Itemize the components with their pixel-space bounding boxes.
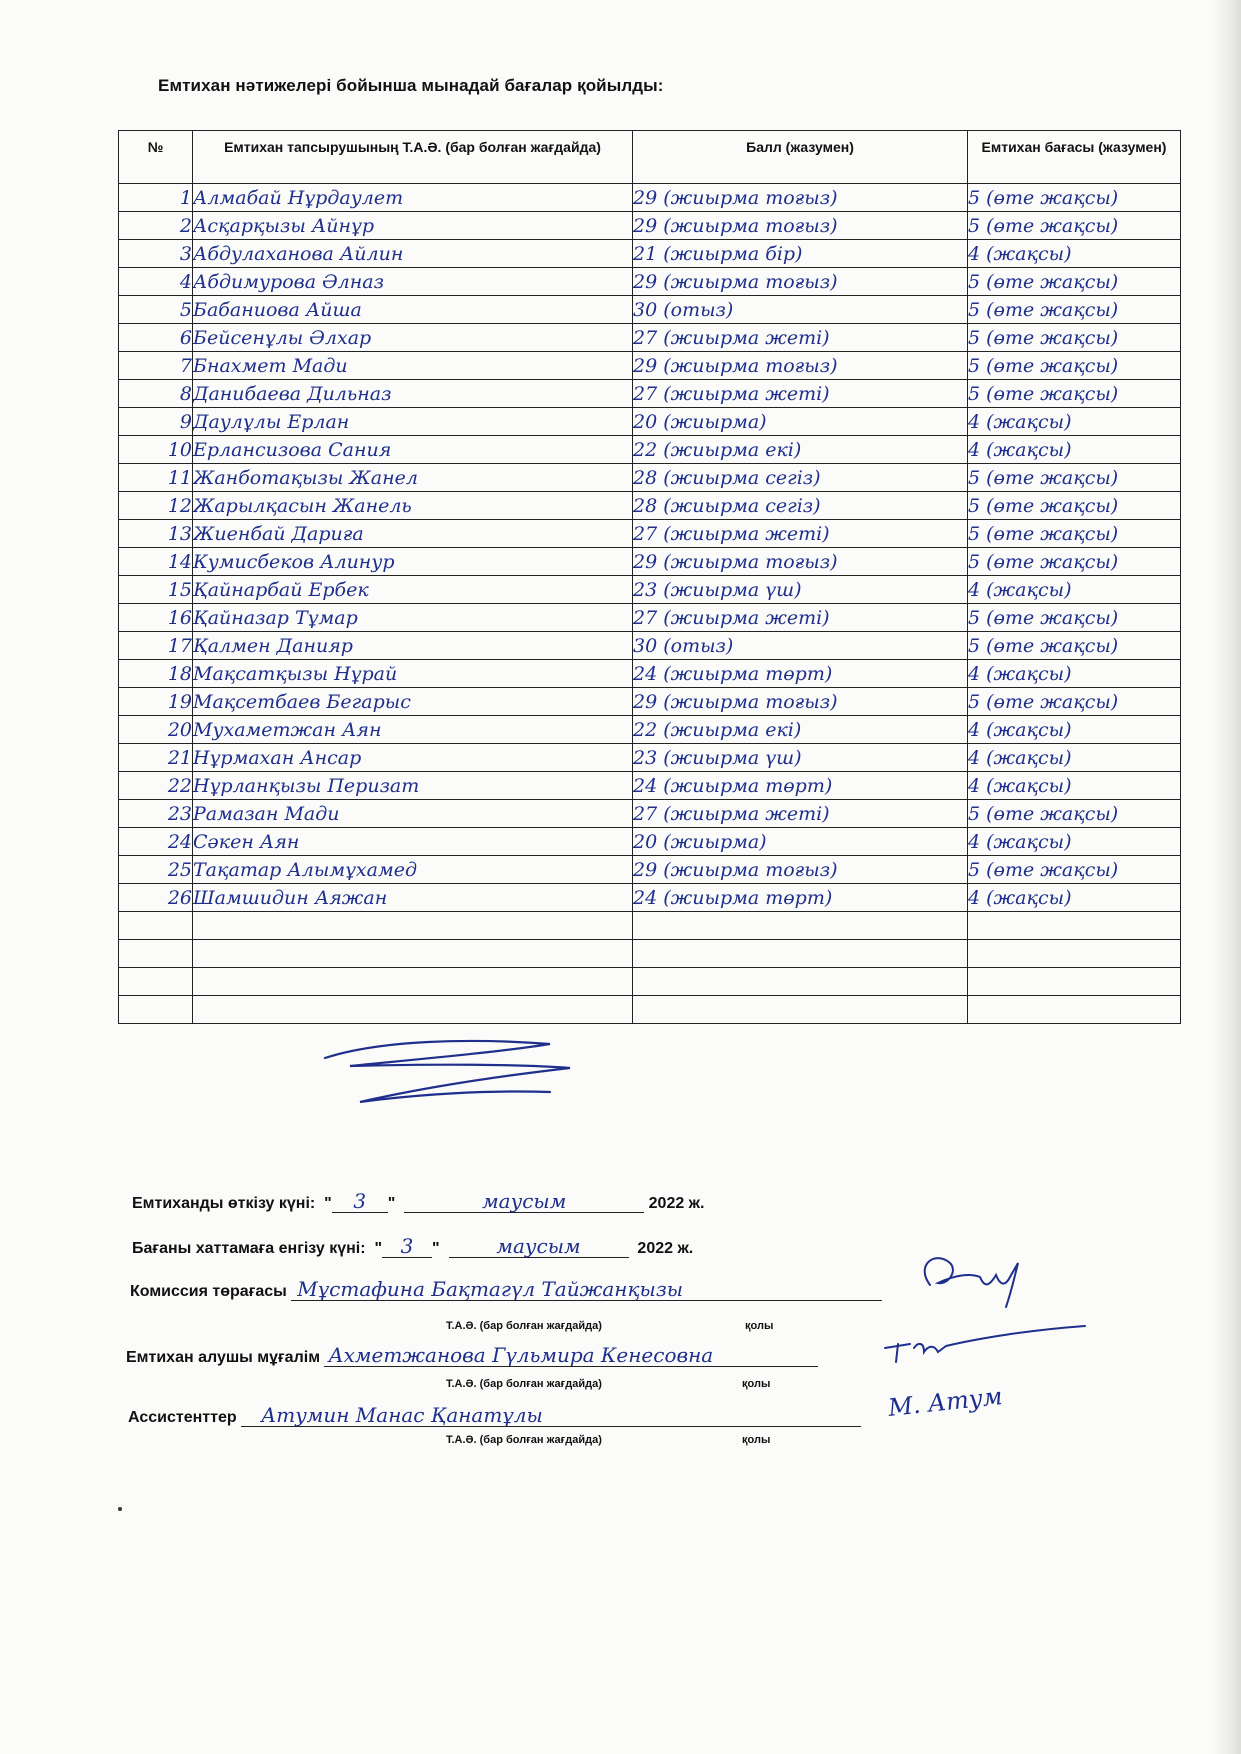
cell-grade: 4 (жақсы) (968, 436, 1181, 464)
cell-name: Мақсатқызы Нұрай (193, 660, 633, 688)
empty-cell (119, 912, 193, 940)
table-row (119, 380, 1181, 408)
record-day: 3 (382, 1235, 432, 1258)
cell-no: 25 (119, 856, 193, 884)
chair-fio-caption: Т.А.Ә. (бар болған жағдайда) (446, 1320, 602, 1332)
cell-score: 21 (жиырма бір) (633, 240, 968, 268)
cell-score: 29 (жиырма тоғыз) (633, 548, 968, 576)
empty-cell (968, 996, 1181, 1024)
teacher-label: Емтихан алушы мұғалім (126, 1349, 321, 1366)
teacher-fio-caption: Т.А.Ә. (бар болған жағдайда) (446, 1378, 602, 1390)
empty-cell (193, 912, 633, 940)
cell-score: 28 (жиырма сегіз) (633, 464, 968, 492)
table-row (119, 604, 1181, 632)
empty-cell (193, 968, 633, 996)
cell-grade: 5 (өте жақсы) (968, 324, 1181, 352)
header-grade: Емтихан бағасы (жазумен) (968, 131, 1181, 184)
cell-grade: 5 (өте жақсы) (968, 184, 1181, 212)
empty-cell (193, 996, 633, 1024)
cell-grade: 4 (жақсы) (968, 660, 1181, 688)
cell-grade: 5 (өте жақсы) (968, 548, 1181, 576)
empty-cell (633, 968, 968, 996)
header-score: Балл (жазумен) (633, 131, 968, 184)
empty-cell (633, 912, 968, 940)
table-row (119, 548, 1181, 576)
empty-cell (633, 996, 968, 1024)
cell-grade: 5 (өте жақсы) (968, 352, 1181, 380)
table-row (119, 296, 1181, 324)
cell-grade: 5 (өте жақсы) (968, 604, 1181, 632)
cell-grade: 4 (жақсы) (968, 408, 1181, 436)
cell-grade: 5 (өте жақсы) (968, 212, 1181, 240)
cell-name: Данибаева Дильназ (193, 380, 633, 408)
empty-table-row (119, 996, 1181, 1024)
cell-name: Бнахмет Мади (193, 352, 633, 380)
empty-cell (119, 940, 193, 968)
cell-name: Кумисбеков Алинур (193, 548, 633, 576)
cell-no: 18 (119, 660, 193, 688)
empty-table-row (119, 968, 1181, 996)
cell-no: 26 (119, 884, 193, 912)
cell-name: Шамшидин Аяжан (193, 884, 633, 912)
table-row (119, 856, 1181, 884)
cell-no: 4 (119, 268, 193, 296)
cell-name: Даулұлы Ерлан (193, 408, 633, 436)
empty-cell (193, 940, 633, 968)
cell-name: Жарылқасын Жанель (193, 492, 633, 520)
assistant-fio-caption: Т.А.Ә. (бар болған жағдайда) (446, 1434, 602, 1446)
header-number: № (119, 131, 193, 184)
cell-score: 27 (жиырма жеті) (633, 604, 968, 632)
chair-name: Мұстафина Бақтагүл Тайжанқызы (291, 1278, 882, 1301)
cell-name: Асқарқызы Айнұр (193, 212, 633, 240)
cell-no: 10 (119, 436, 193, 464)
assistants-label: Ассистенттер (128, 1409, 237, 1426)
teacher-line (126, 1344, 818, 1367)
assistant-signature-caption: қолы (742, 1434, 771, 1446)
table-row (119, 660, 1181, 688)
cell-no: 24 (119, 828, 193, 856)
table-row (119, 828, 1181, 856)
table-row (119, 352, 1181, 380)
cell-name: Жиенбай Дариға (193, 520, 633, 548)
cell-score: 27 (жиырма жеті) (633, 380, 968, 408)
cell-grade: 5 (өте жақсы) (968, 296, 1181, 324)
cell-name: Абдулаханова Айлин (193, 240, 633, 268)
cell-name: Алмабай Нұрдаулет (193, 184, 633, 212)
cell-grade: 5 (өте жақсы) (968, 520, 1181, 548)
page-heading: Емтихан нәтижелері бойынша мынадай бағалар қойылды: (158, 76, 664, 95)
exam-date-line: Емтиханды өткізу күні: " 3 " маусым 2022 ж. (132, 1189, 705, 1213)
cell-no: 17 (119, 632, 193, 660)
cell-no: 3 (119, 240, 193, 268)
cross-out-scribble (320, 1030, 580, 1110)
table-row (119, 576, 1181, 604)
record-date-label: Бағаны хаттамаға енгізу күні: (132, 1240, 366, 1257)
table-row (119, 632, 1181, 660)
cell-no: 11 (119, 464, 193, 492)
assistant-name: Атумин Манас Қанатұлы (241, 1404, 861, 1427)
cell-no: 14 (119, 548, 193, 576)
chair-signature-caption: қолы (745, 1320, 774, 1332)
table-row (119, 800, 1181, 828)
cell-name: Нұрланқызы Перизат (193, 772, 633, 800)
cell-score: 30 (отыз) (633, 632, 968, 660)
cell-grade: 4 (жақсы) (968, 772, 1181, 800)
table-header-row (119, 131, 1181, 184)
cell-name: Қайназар Тұмар (193, 604, 633, 632)
cell-score: 29 (жиырма тоғыз) (633, 268, 968, 296)
table-body (119, 184, 1181, 1024)
cell-grade: 5 (өте жақсы) (968, 492, 1181, 520)
cell-score: 23 (жиырма үш) (633, 744, 968, 772)
cell-name: Сәкен Аян (193, 828, 633, 856)
cell-name: Тақатар Алымұхамед (193, 856, 633, 884)
cell-name: Мухаметжан Аян (193, 716, 633, 744)
table-row (119, 436, 1181, 464)
cell-grade: 5 (өте жақсы) (968, 464, 1181, 492)
cell-grade: 4 (жақсы) (968, 744, 1181, 772)
cell-score: 30 (отыз) (633, 296, 968, 324)
table-row (119, 688, 1181, 716)
cell-name: Бабаниова Айша (193, 296, 633, 324)
table-row (119, 492, 1181, 520)
empty-cell (119, 996, 193, 1024)
cell-no: 1 (119, 184, 193, 212)
cell-score: 29 (жиырма тоғыз) (633, 184, 968, 212)
cell-score: 29 (жиырма тоғыз) (633, 856, 968, 884)
cell-score: 24 (жиырма төрт) (633, 660, 968, 688)
empty-cell (633, 940, 968, 968)
cell-no: 13 (119, 520, 193, 548)
chair-label: Комиссия төрағасы (130, 1283, 287, 1300)
table-row (119, 744, 1181, 772)
cell-score: 22 (жиырма екі) (633, 436, 968, 464)
cell-name: Ерлансизова Сания (193, 436, 633, 464)
cell-name: Бейсенұлы Әлхар (193, 324, 633, 352)
chair-signature (910, 1245, 1040, 1315)
empty-cell (119, 968, 193, 996)
table-row (119, 520, 1181, 548)
exam-day: 3 (332, 1190, 388, 1213)
cell-grade: 4 (жақсы) (968, 828, 1181, 856)
exam-year: 2022 ж. (648, 1195, 705, 1212)
cell-grade: 5 (өте жақсы) (968, 380, 1181, 408)
record-month: маусым (449, 1235, 629, 1258)
cell-name: Рамазан Мади (193, 800, 633, 828)
cell-grade: 5 (өте жақсы) (968, 688, 1181, 716)
cell-name: Нұрмахан Ансар (193, 744, 633, 772)
cell-name: Жанботақызы Жанел (193, 464, 633, 492)
cell-score: 29 (жиырма тоғыз) (633, 688, 968, 716)
exam-month: маусым (404, 1190, 644, 1213)
cell-name: Абдимурова Әлназ (193, 268, 633, 296)
table-row (119, 240, 1181, 268)
cell-score: 22 (жиырма екі) (633, 716, 968, 744)
cell-grade: 5 (өте жақсы) (968, 856, 1181, 884)
cell-score: 20 (жиырма) (633, 828, 968, 856)
cell-score: 20 (жиырма) (633, 408, 968, 436)
cell-no: 7 (119, 352, 193, 380)
table-row (119, 884, 1181, 912)
cell-score: 27 (жиырма жеті) (633, 520, 968, 548)
empty-cell (968, 912, 1181, 940)
cell-no: 21 (119, 744, 193, 772)
cell-no: 16 (119, 604, 193, 632)
cell-grade: 4 (жақсы) (968, 884, 1181, 912)
table-row (119, 324, 1181, 352)
cell-no: 2 (119, 212, 193, 240)
cell-score: 29 (жиырма тоғыз) (633, 352, 968, 380)
cell-grade: 4 (жақсы) (968, 716, 1181, 744)
cell-name: Мақсетбаев Бегарыс (193, 688, 633, 716)
assistants-line (128, 1404, 861, 1427)
teacher-name: Ахметжанова Гүльмира Кенесовна (324, 1344, 818, 1367)
teacher-signature (880, 1318, 1090, 1378)
cell-no: 12 (119, 492, 193, 520)
cell-no: 20 (119, 716, 193, 744)
cell-grade: 5 (өте жақсы) (968, 632, 1181, 660)
cell-no: 8 (119, 380, 193, 408)
chair-line (130, 1278, 882, 1301)
cell-no: 6 (119, 324, 193, 352)
table-row (119, 268, 1181, 296)
empty-table-row (119, 912, 1181, 940)
table-row (119, 212, 1181, 240)
cell-no: 23 (119, 800, 193, 828)
cell-score: 23 (жиырма үш) (633, 576, 968, 604)
record-date-line: Бағаны хаттамаға енгізу күні: " 3 " маусым 2022 ж. (132, 1234, 694, 1258)
table-row (119, 408, 1181, 436)
cell-grade: 4 (жақсы) (968, 240, 1181, 268)
cell-no: 5 (119, 296, 193, 324)
cell-name: Қайнарбай Ербек (193, 576, 633, 604)
empty-cell (968, 940, 1181, 968)
cell-grade: 5 (өте жақсы) (968, 268, 1181, 296)
cell-score: 28 (жиырма сегіз) (633, 492, 968, 520)
table-row (119, 184, 1181, 212)
table-row (119, 464, 1181, 492)
empty-cell (968, 968, 1181, 996)
cell-no: 15 (119, 576, 193, 604)
ink-dot (118, 1507, 122, 1511)
cell-score: 24 (жиырма төрт) (633, 884, 968, 912)
cell-name: Қалмен Данияр (193, 632, 633, 660)
record-year: 2022 ж. (637, 1240, 694, 1257)
table-row (119, 716, 1181, 744)
empty-table-row (119, 940, 1181, 968)
cell-score: 27 (жиырма жеті) (633, 324, 968, 352)
exam-date-label: Емтиханды өткізу күні: (132, 1195, 316, 1212)
cell-no: 19 (119, 688, 193, 716)
cell-no: 9 (119, 408, 193, 436)
cell-score: 24 (жиырма төрт) (633, 772, 968, 800)
cell-grade: 5 (өте жақсы) (968, 800, 1181, 828)
header-name: Емтихан тапсырушының Т.А.Ә. (бар болған жағдайда) (193, 131, 633, 184)
table-row (119, 772, 1181, 800)
cell-grade: 4 (жақсы) (968, 576, 1181, 604)
results-table (118, 130, 1181, 1024)
cell-no: 22 (119, 772, 193, 800)
scanned-page-edge (1211, 0, 1241, 1754)
cell-score: 29 (жиырма тоғыз) (633, 212, 968, 240)
assistant-signature: М. Атум (886, 1382, 1004, 1422)
teacher-signature-caption: қолы (742, 1378, 771, 1390)
cell-score: 27 (жиырма жеті) (633, 800, 968, 828)
